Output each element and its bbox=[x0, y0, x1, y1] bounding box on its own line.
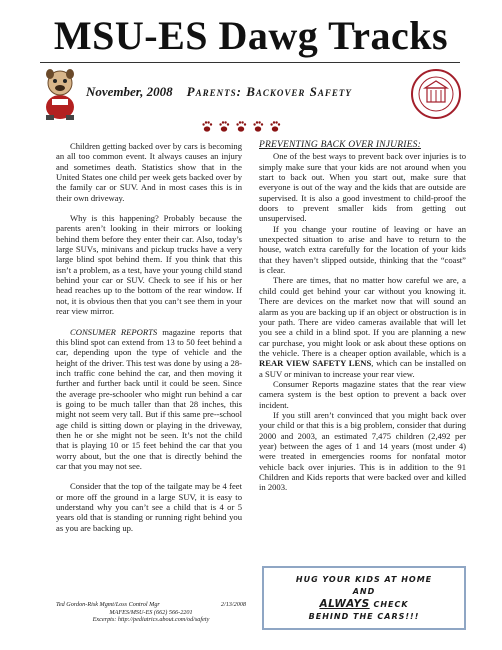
footer-date: 2/13/2008 bbox=[220, 601, 246, 608]
issue-date: November, 2008 bbox=[86, 84, 173, 99]
issue-topic: Parents: Backover Safety bbox=[186, 84, 352, 99]
callout-line-2: AND bbox=[352, 587, 376, 596]
newsletter-title: MSU-ES Dawg Tracks bbox=[53, 13, 449, 58]
section-heading: PREVENTING BACK OVER INJURIES: bbox=[259, 140, 421, 150]
callout-line-4: BEHIND THE CARS!!! bbox=[308, 612, 420, 621]
left-column bbox=[56, 141, 242, 543]
consumer-reports-paragraph bbox=[56, 327, 242, 472]
devices-text: There are times, that no matter how careful we are, a child could get behind your car without you knowing it. There are devices on the market now that will sound an alarm as you are backing up if an object or obstruction is in your path. There are video cameras available that will let you see a child in a blind spot. If you are planning a new car purchase, you might look or ask about these options on the vehicle. There is a cheaper option available, which is a bbox=[259, 275, 466, 358]
consumer-reports-text: magazine reports that this blind spot can extend from 13 to 50 feet behind a car, depending upon the type of vehicle and the height of the driver. This test was done by using a 28-inch traffic cone behind the car, and then moving it further and further back until it could be seen. Since the average pre-schooler who might run behind a car is going to be much taller than that 28 inches, this might not seem very tall. But if this same pre--school age child is sitting down or playing in the driveway, then he or she might not be seen. It’s not the child that is playing 10 or 15 feet behind the car that you worry about, but the one that is directly behind the car that you may not see. bbox=[56, 326, 242, 471]
footer-contact: MAFES/MSU-ES (662) 566-2201 bbox=[109, 608, 193, 616]
devices-text-end: , which can be installed on a SUV or minivan to increase your rear view. bbox=[259, 358, 467, 379]
consumer-reports-label: CONSUMER REPORTS bbox=[70, 326, 158, 337]
paw-print-icon bbox=[270, 121, 280, 131]
footer-credits bbox=[56, 601, 246, 624]
intro-paragraph: Children getting backed over by cars is becoming an all too common event. It always causes an injury and sometimes death. Statistics show that in the United States one child per week gets backed over by the family car or SUV. And in most cases this is in their own driveway. bbox=[56, 141, 242, 203]
paw-print-icon bbox=[253, 121, 263, 131]
bulldog-mascot-logo bbox=[40, 65, 80, 121]
issue-header bbox=[86, 84, 406, 100]
tailgate-paragraph: Consider that the top of the tailgate may be 4 feet or more off the ground in a large SUV, it is easy to understand why you can’t see a child that is 4 or 5 years old that is standing or running right behind you as you are backing up. bbox=[56, 481, 242, 533]
routine-paragraph: If you change your routine of leaving or have an unexpected situation to arise and have to return to the house, watch extra carefully for the location of your kids that they haven’t slipped outside, thinking that the “coast” is clear. bbox=[259, 223, 466, 276]
footer-author: Ted Gordon-Risk Mgmt/Loss Control Mgr bbox=[56, 601, 160, 608]
paw-print-icon bbox=[236, 121, 246, 131]
safety-callout-box bbox=[262, 566, 466, 630]
title-divider bbox=[40, 62, 460, 63]
paw-print-icon bbox=[219, 121, 229, 131]
callout-line-3-rest: CHECK bbox=[369, 600, 409, 609]
why-paragraph: Why is this happening? Probably because the parents aren’t looking in their mirrors or looking behind them before they enter their car. Also, today’s large SUVs, minivans and pickup trucks have a very large blind spot behind them. If you think that this isn’t a problem, as a test, have your young child stand behind your car or SUV. Check to see if his or her head reaches up to the bottom of the rear window. If not, it is obvious then that you can’t see them in your rear view mirror. bbox=[56, 213, 242, 317]
callout-line-3 bbox=[264, 598, 464, 611]
callout-emphasis: ALWAYS bbox=[319, 598, 370, 610]
camera-paragraph: Consumer Reports magazine states that the rear view camera system is the best option to prevent a back over incident. bbox=[259, 378, 466, 410]
safety-lens-highlight: REAR VIEW SAFETY LENS bbox=[259, 358, 372, 369]
right-column bbox=[259, 140, 466, 493]
paw-print-divider bbox=[198, 119, 288, 133]
paw-print-icon bbox=[202, 121, 212, 131]
university-seal bbox=[410, 68, 462, 120]
statistics-paragraph: If you still aren’t convinced that you might back over your child or that this is a big problem, consider that during 2000 and 2003, an estimated 7,475 children (2,492 per year) between the ages of 1 and 14 years (most under 4) were treated in emergencies rooms for nonfatal motor vehicle back over injuries. This is in addition to the 91 Children and Kids reports that were backed over and killed in 2003. bbox=[259, 409, 466, 493]
prevention-paragraph: One of the best ways to prevent back over injuries is to simply make sure that your kids are not around when you start to back out. When you start out, make sure that everyone is out of the way and the kids that are outside are supervised. It is also a good investment to child-proof the doors to prevent smaller kids from getting out unsupervised. bbox=[259, 151, 466, 224]
callout-line-1: HUG YOUR KIDS AT HOME bbox=[295, 575, 433, 584]
footer-source: Excerpts: http://pediatrics.about.com/od/safety bbox=[92, 616, 210, 624]
devices-paragraph bbox=[259, 275, 466, 378]
